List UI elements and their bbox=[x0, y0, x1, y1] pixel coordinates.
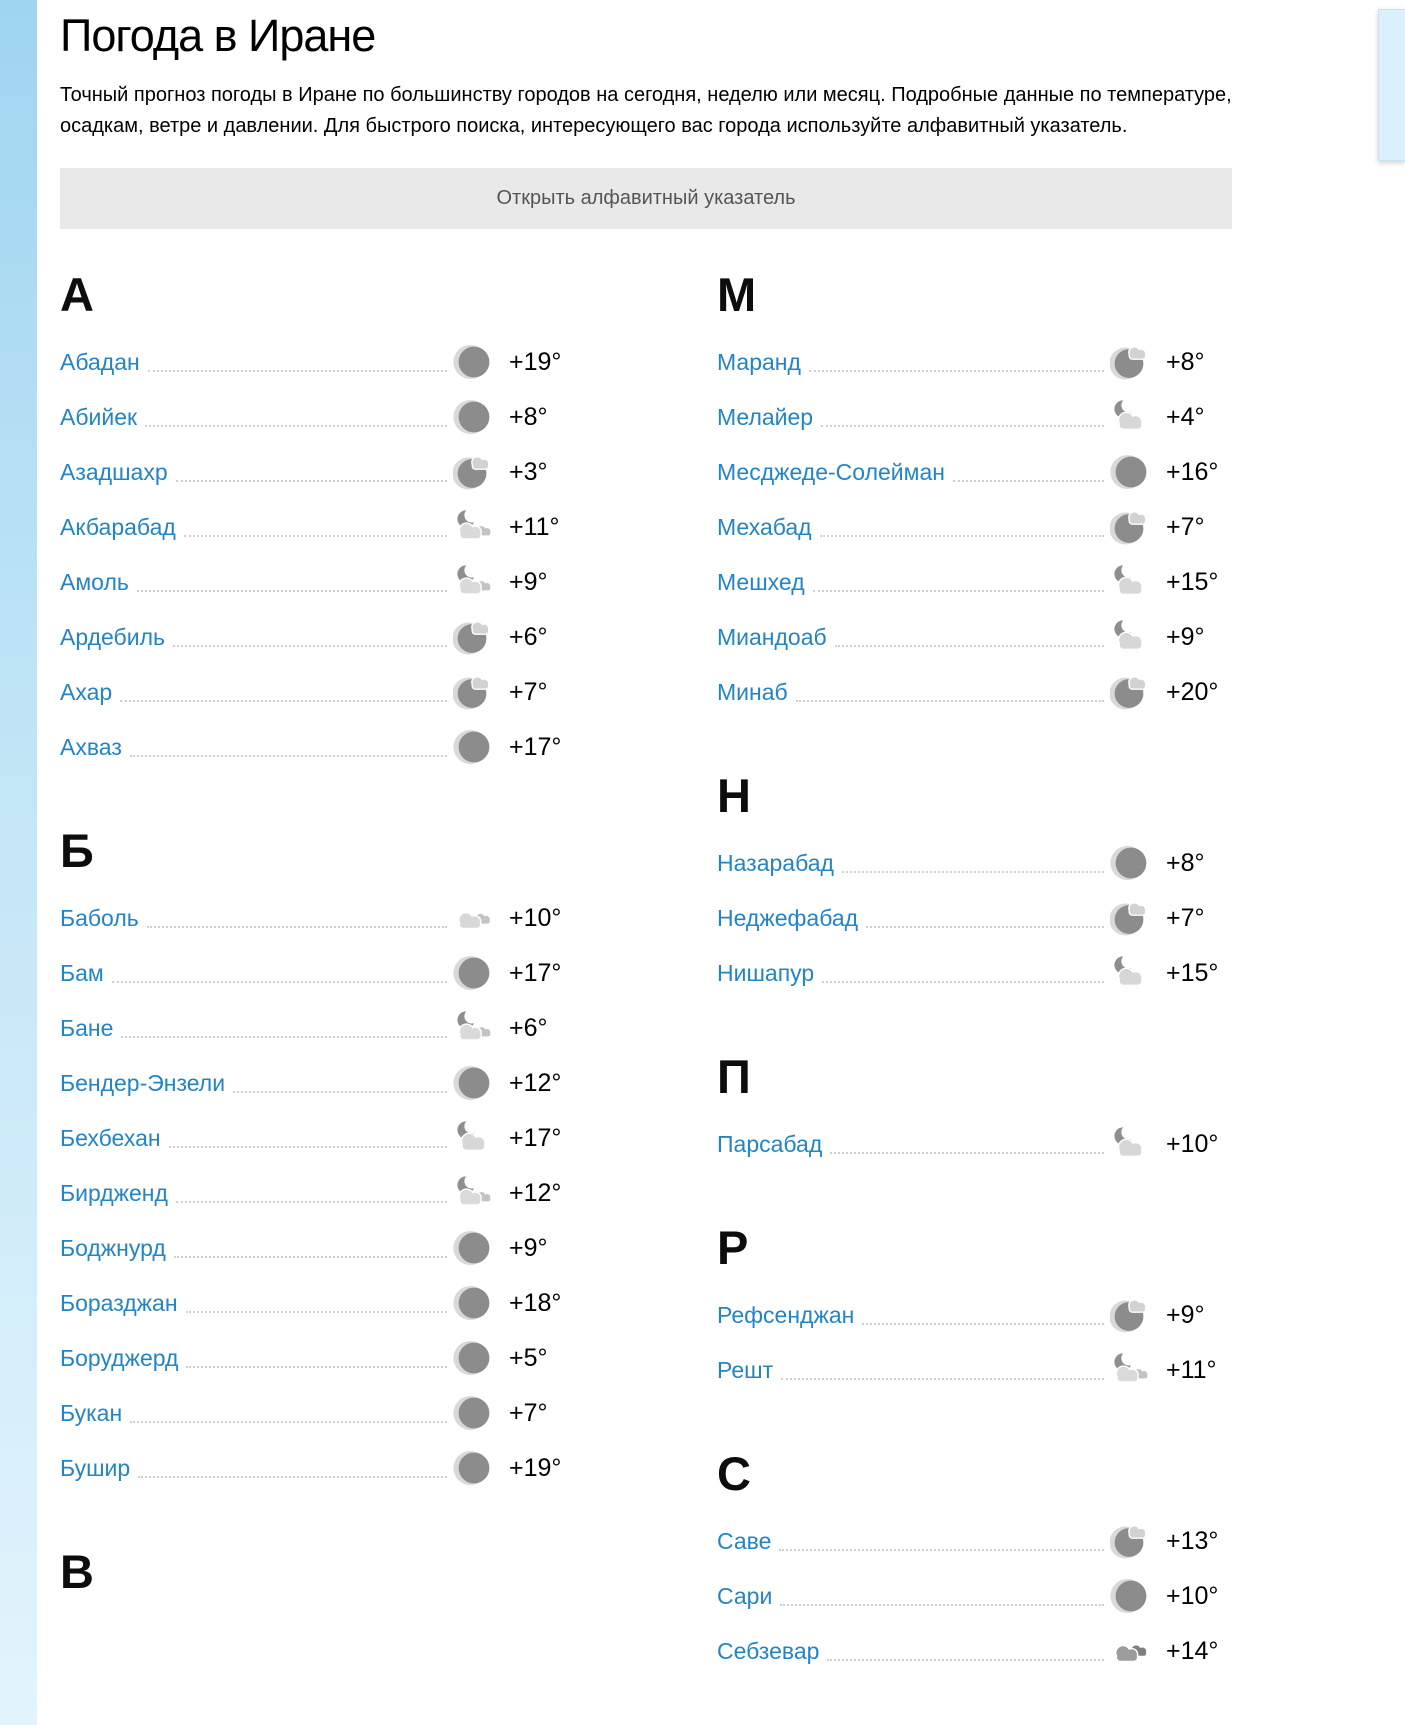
city-row bbox=[60, 665, 575, 720]
city-row bbox=[60, 1331, 575, 1386]
letter-section bbox=[717, 1051, 1232, 1172]
dotted-leader bbox=[821, 425, 1104, 427]
city-row bbox=[60, 1056, 575, 1111]
dotted-leader bbox=[112, 981, 447, 983]
letter-section bbox=[60, 269, 575, 775]
city-row bbox=[60, 1441, 575, 1496]
city-link[interactable]: Саве bbox=[717, 1528, 772, 1554]
weather-icon-night-cloudy bbox=[1110, 397, 1151, 438]
city-link[interactable]: Акбарабад bbox=[60, 514, 176, 540]
city-link[interactable]: Боджнурд bbox=[60, 1235, 166, 1261]
weather-icon-night-clear bbox=[453, 953, 494, 994]
dotted-leader bbox=[866, 926, 1104, 928]
dotted-leader bbox=[233, 1091, 447, 1093]
temperature-value: +8° bbox=[1166, 849, 1205, 877]
city-row bbox=[717, 445, 1232, 500]
weather-icon-night-small-cloud bbox=[1110, 507, 1151, 548]
city-column bbox=[60, 241, 575, 1679]
weather-icon-night-clear bbox=[1110, 1576, 1151, 1617]
page-description: Точный прогноз погоды в Иране по большинству городов на сегодня, неделю или месяц. Подробные данные по температуре, осадкам, ветре и давлении. Для быстрого поиска, интересующего вас города используйте алфавитный указатель. bbox=[60, 84, 1232, 137]
letter-heading: А bbox=[60, 268, 94, 321]
temperature-value: +12° bbox=[509, 1069, 562, 1097]
city-link[interactable]: Бам bbox=[60, 960, 104, 986]
dotted-leader bbox=[137, 590, 447, 592]
dotted-leader bbox=[820, 535, 1104, 537]
dotted-leader bbox=[174, 1256, 447, 1258]
city-row bbox=[60, 1111, 575, 1166]
letter-section bbox=[717, 770, 1232, 1001]
temperature-value: +7° bbox=[509, 1399, 548, 1427]
city-link[interactable]: Маранд bbox=[717, 349, 801, 375]
city-row bbox=[717, 1343, 1232, 1398]
letter-heading: М bbox=[717, 268, 757, 321]
dotted-leader bbox=[186, 1311, 447, 1313]
city-link[interactable]: Абийек bbox=[60, 404, 138, 430]
dotted-leader bbox=[830, 1152, 1104, 1154]
city-row bbox=[60, 390, 575, 445]
side-widget-edge bbox=[1378, 9, 1405, 161]
city-link[interactable]: Бушир bbox=[60, 1455, 131, 1481]
temperature-value: +7° bbox=[509, 678, 548, 706]
city-row bbox=[717, 946, 1232, 1001]
temperature-value: +17° bbox=[509, 959, 562, 987]
city-row bbox=[60, 1221, 575, 1276]
dotted-leader bbox=[169, 1146, 447, 1148]
dotted-leader bbox=[779, 1549, 1104, 1551]
letter-section bbox=[60, 1546, 575, 1598]
weather-icon-night-small-cloud bbox=[453, 452, 494, 493]
letter-section bbox=[717, 1448, 1232, 1679]
temperature-value: +9° bbox=[509, 568, 548, 596]
letter-section bbox=[60, 825, 575, 1496]
city-row bbox=[717, 500, 1232, 555]
city-link[interactable]: Назарабад bbox=[717, 850, 834, 876]
temperature-value: +19° bbox=[509, 348, 562, 376]
city-link[interactable]: Букан bbox=[60, 1400, 123, 1426]
dotted-leader bbox=[147, 926, 447, 928]
temperature-value: +9° bbox=[509, 1234, 548, 1262]
temperature-value: +18° bbox=[509, 1289, 562, 1317]
weather-icon-night-clear bbox=[453, 397, 494, 438]
page-title: Погода в Иране bbox=[60, 10, 376, 61]
weather-icon-night-small-cloud bbox=[1110, 1295, 1151, 1336]
weather-icon-night-clear bbox=[453, 1338, 494, 1379]
city-row bbox=[717, 836, 1232, 891]
temperature-value: +14° bbox=[1166, 1637, 1219, 1665]
letter-heading: В bbox=[60, 1545, 94, 1598]
city-row bbox=[60, 445, 575, 500]
weather-icon-night-very-cloudy bbox=[453, 1173, 494, 1214]
dotted-leader bbox=[176, 480, 447, 482]
letter-heading: П bbox=[717, 1050, 751, 1103]
dotted-leader bbox=[120, 700, 447, 702]
city-link[interactable]: Месджеде-Солейман bbox=[717, 459, 945, 485]
dotted-leader bbox=[186, 1366, 447, 1368]
content-area bbox=[60, 0, 1232, 1679]
city-link[interactable]: Парсабад bbox=[717, 1131, 823, 1157]
city-row bbox=[717, 1569, 1232, 1624]
temperature-value: +7° bbox=[1166, 904, 1205, 932]
dotted-leader bbox=[138, 1476, 447, 1478]
city-columns bbox=[60, 241, 1232, 1679]
temperature-value: +15° bbox=[1166, 959, 1219, 987]
weather-icon-night-clear bbox=[453, 727, 494, 768]
temperature-value: +7° bbox=[1166, 513, 1205, 541]
city-link[interactable]: Азадшахр bbox=[60, 459, 168, 485]
city-link[interactable]: Бирдженд bbox=[60, 1180, 168, 1206]
city-row bbox=[60, 891, 575, 946]
weather-icon-night-clear bbox=[453, 1448, 494, 1489]
city-link[interactable]: Решт bbox=[717, 1357, 774, 1383]
city-link[interactable]: Минаб bbox=[717, 679, 788, 705]
dotted-leader bbox=[796, 700, 1104, 702]
dotted-leader bbox=[781, 1378, 1104, 1380]
weather-icon-night-clear bbox=[453, 1228, 494, 1269]
dotted-leader bbox=[835, 645, 1104, 647]
city-row bbox=[717, 335, 1232, 390]
dotted-leader bbox=[862, 1323, 1104, 1325]
city-row bbox=[717, 1288, 1232, 1343]
city-row bbox=[717, 1624, 1232, 1679]
dotted-leader bbox=[176, 1201, 447, 1203]
city-row bbox=[60, 500, 575, 555]
letter-section bbox=[717, 269, 1232, 720]
weather-icon-night-clear bbox=[453, 1283, 494, 1324]
city-row bbox=[60, 335, 575, 390]
weather-icon-overcast bbox=[1110, 1631, 1151, 1672]
city-link[interactable]: Мехабад bbox=[717, 514, 812, 540]
weather-icon-night-clear bbox=[453, 1063, 494, 1104]
weather-icon-night-small-cloud bbox=[1110, 1521, 1151, 1562]
temperature-value: +19° bbox=[509, 1454, 562, 1482]
weather-icon-night-clear bbox=[1110, 452, 1151, 493]
letter-heading: С bbox=[717, 1447, 751, 1500]
city-link[interactable]: Бехбехан bbox=[60, 1125, 161, 1151]
dotted-leader bbox=[184, 535, 447, 537]
dotted-leader bbox=[121, 1036, 447, 1038]
temperature-value: +9° bbox=[1166, 623, 1205, 651]
temperature-value: +20° bbox=[1166, 678, 1219, 706]
dotted-leader bbox=[780, 1604, 1104, 1606]
weather-icon-night-cloudy bbox=[453, 1118, 494, 1159]
city-link[interactable]: Баболь bbox=[60, 905, 139, 931]
city-link[interactable]: Нишапур bbox=[717, 960, 815, 986]
temperature-value: +10° bbox=[1166, 1130, 1219, 1158]
city-row bbox=[717, 1514, 1232, 1569]
city-row bbox=[717, 665, 1232, 720]
temperature-value: +11° bbox=[509, 513, 560, 541]
weather-icon-night-very-cloudy bbox=[453, 507, 494, 548]
temperature-value: +5° bbox=[509, 1344, 548, 1372]
city-link[interactable]: Мелайер bbox=[717, 404, 814, 430]
city-row bbox=[717, 390, 1232, 445]
temperature-value: +11° bbox=[1166, 1356, 1217, 1384]
temperature-value: +16° bbox=[1166, 458, 1219, 486]
weather-icon-night-small-cloud bbox=[1110, 898, 1151, 939]
temperature-value: +6° bbox=[509, 623, 548, 651]
city-link[interactable]: Ахар bbox=[60, 679, 113, 705]
dotted-leader bbox=[813, 590, 1104, 592]
weather-icon-night-very-cloudy bbox=[1110, 1350, 1151, 1391]
city-column bbox=[717, 241, 1232, 1679]
city-link[interactable]: Неджефабад bbox=[717, 905, 859, 931]
city-link[interactable]: Боруджерд bbox=[60, 1345, 179, 1371]
weather-icon-night-clear bbox=[453, 342, 494, 383]
weather-icon-night-cloudy bbox=[1110, 562, 1151, 603]
letter-heading: Р bbox=[717, 1221, 749, 1274]
dotted-leader bbox=[953, 480, 1104, 482]
weather-icon-night-small-cloud bbox=[1110, 342, 1151, 383]
letter-heading: Б bbox=[60, 824, 94, 877]
temperature-value: +4° bbox=[1166, 403, 1205, 431]
city-link[interactable]: Бендер-Энзели bbox=[60, 1070, 226, 1096]
city-row bbox=[60, 1276, 575, 1331]
city-row bbox=[717, 891, 1232, 946]
weather-icon-cloudy bbox=[453, 898, 494, 939]
temperature-value: +8° bbox=[1166, 348, 1205, 376]
open-alphabet-index-button[interactable]: Открыть алфавитный указатель bbox=[60, 168, 1232, 229]
weather-icon-night-cloudy bbox=[1110, 953, 1151, 994]
temperature-value: +10° bbox=[1166, 1582, 1219, 1610]
city-link[interactable]: Рефсенджан bbox=[717, 1302, 855, 1328]
temperature-value: +17° bbox=[509, 1124, 562, 1152]
city-row bbox=[60, 1166, 575, 1221]
city-row bbox=[60, 720, 575, 775]
letter-section bbox=[717, 1222, 1232, 1398]
dotted-leader bbox=[842, 871, 1104, 873]
weather-icon-night-small-cloud bbox=[453, 672, 494, 713]
weather-icon-night-small-cloud bbox=[453, 617, 494, 658]
city-link[interactable]: Миандоаб bbox=[717, 624, 827, 650]
background-strip bbox=[0, 0, 37, 1725]
dotted-leader bbox=[809, 370, 1104, 372]
city-row bbox=[717, 1117, 1232, 1172]
weather-icon-night-clear bbox=[453, 1393, 494, 1434]
city-link[interactable]: Амоль bbox=[60, 569, 129, 595]
city-link[interactable]: Ардебиль bbox=[60, 624, 165, 650]
temperature-value: +10° bbox=[509, 904, 562, 932]
weather-icon-night-very-cloudy bbox=[453, 1008, 494, 1049]
city-link[interactable]: Мешхед bbox=[717, 569, 805, 595]
city-link[interactable]: Абадан bbox=[60, 349, 140, 375]
temperature-value: +15° bbox=[1166, 568, 1219, 596]
city-link[interactable]: Себзевар bbox=[717, 1638, 820, 1664]
city-row bbox=[717, 610, 1232, 665]
dotted-leader bbox=[145, 425, 447, 427]
temperature-value: +12° bbox=[509, 1179, 562, 1207]
temperature-value: +17° bbox=[509, 733, 562, 761]
city-link[interactable]: Сари bbox=[717, 1583, 773, 1609]
dotted-leader bbox=[130, 1421, 447, 1423]
city-row bbox=[60, 610, 575, 665]
weather-icon-night-cloudy bbox=[1110, 617, 1151, 658]
temperature-value: +9° bbox=[1166, 1301, 1205, 1329]
city-row bbox=[717, 555, 1232, 610]
city-row bbox=[60, 1386, 575, 1441]
temperature-value: +3° bbox=[509, 458, 548, 486]
temperature-value: +6° bbox=[509, 1014, 548, 1042]
temperature-value: +13° bbox=[1166, 1527, 1219, 1555]
letter-heading: Н bbox=[717, 769, 751, 822]
weather-icon-night-cloudy bbox=[1110, 1124, 1151, 1165]
city-link[interactable]: Ахваз bbox=[60, 734, 122, 760]
city-row bbox=[60, 555, 575, 610]
city-row bbox=[60, 946, 575, 1001]
dotted-leader bbox=[827, 1659, 1104, 1661]
weather-icon-night-clear bbox=[1110, 843, 1151, 884]
dotted-leader bbox=[148, 370, 447, 372]
city-link[interactable]: Боразджан bbox=[60, 1290, 178, 1316]
dotted-leader bbox=[173, 645, 447, 647]
city-link[interactable]: Бане bbox=[60, 1015, 114, 1041]
city-row bbox=[60, 1001, 575, 1056]
weather-icon-night-small-cloud bbox=[1110, 672, 1151, 713]
dotted-leader bbox=[130, 755, 447, 757]
dotted-leader bbox=[822, 981, 1104, 983]
temperature-value: +8° bbox=[509, 403, 548, 431]
weather-icon-night-very-cloudy bbox=[453, 562, 494, 603]
